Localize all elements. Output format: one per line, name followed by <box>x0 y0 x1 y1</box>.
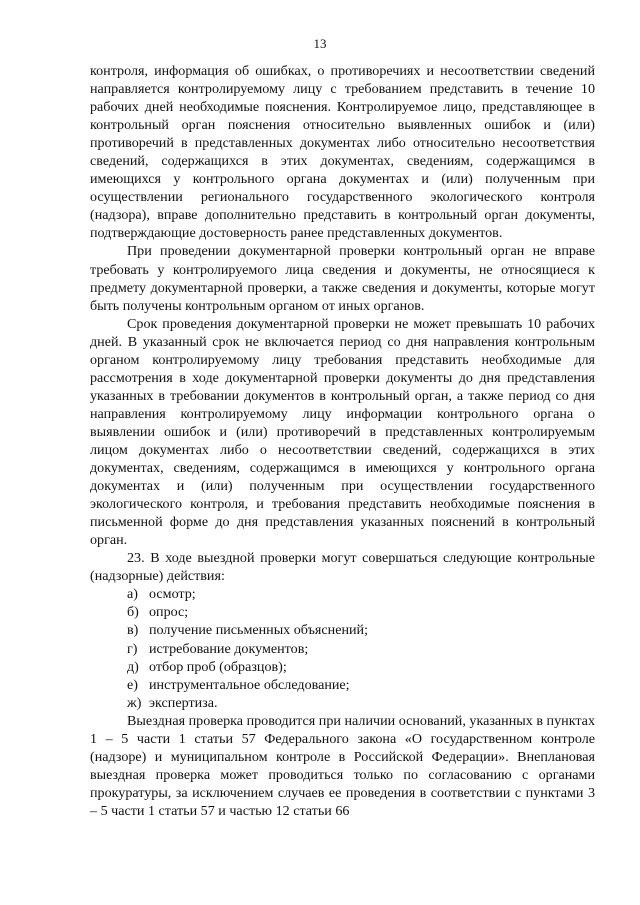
document-body <box>90 62 595 820</box>
list-item-text: опрос; <box>149 604 189 621</box>
paragraph-documentary-check-restrictions: При проведении документарной проверки контрольный орган не вправе требовать у контролируемого лица сведения и документы, не относящиеся к предмету документарной проверки, а также сведения и документы, которые могут быть получены контрольным органом от иных органов. <box>90 243 595 314</box>
list-item <box>90 585 595 603</box>
paragraph-item-23-intro: 23. В ходе выездной проверки могут совершаться следующие контрольные (надзорные) действия: <box>90 550 595 585</box>
list-item-text: инструментальное обследование; <box>149 676 350 693</box>
control-actions-list <box>90 585 595 711</box>
list-item <box>90 603 595 621</box>
list-item <box>90 658 595 676</box>
paragraph-documentary-check-term: Срок проведения документарной проверки не может превышать 10 рабочих дней. В указанный срок не включается период со дня направления контрольным органом контролируемому лицу требования представить необходимые для рассмотрения в ходе документарной проверки документы до дня представления указанных в требовании документов в контрольный орган, а также период со дня направления контролируемому лицу информации контрольного органа о выявлении ошибок и (или) противоречий в представленных контролируемым лицом документах либо о несоответствии сведений, содержащихся в этих документах, сведениям, содержащимся в имеющихся у контрольного органа документах и (или) полученным при осуществлении государственного экологического контроля, и требования представить необходимые пояснения в письменной форме до дня представления указанных пояснений в контрольный орган. <box>90 315 595 549</box>
list-marker: д) <box>127 658 139 675</box>
list-item-text: экспертиза. <box>149 694 218 711</box>
list-marker: в) <box>127 622 139 639</box>
list-item <box>90 676 595 694</box>
list-marker: ж) <box>127 694 142 711</box>
list-item-text: получение письменных объяснений; <box>149 622 368 639</box>
list-item-text: истребование документов; <box>149 640 309 657</box>
paragraph-onsite-check-grounds: Выездная проверка проводится при наличии оснований, указанных в пунктах 1 – 5 части 1 статьи 57 Федерального закона «О государственном контроле (надзоре) и муниципальном контроле в Российской Федерации». Внеплановая выездная проверка может проводиться только по согласованию с органами прокуратуры, за исключением случаев ее проведения в соответствии с пунктами 3 – 5 части 1 статьи 57 и частью 12 статьи 66 <box>90 712 595 819</box>
list-marker: б) <box>127 604 139 621</box>
paragraph-continuation: контроля, информация об ошибках, о противоречиях и несоответствии сведений направляется контролируемому лицу с требованием представить в течение 10 рабочих дней необходимые пояснения. Контролируемое лицо, представляющее в контрольный орган пояснения относительно выявленных ошибок и (или) противоречий в представленных документах либо относительно несоответствия сведений, содержащихся в этих документах, сведениям, содержащимся в имеющихся у контрольного органа документах и (или) полученным при осуществлении регионального государственного экологического контроля (надзора), вправе дополнительно представить в контрольный орган документы, подтверждающие достоверность ранее представленных документов. <box>90 63 595 242</box>
list-marker: а) <box>127 586 138 603</box>
list-item <box>90 621 595 639</box>
list-marker: г) <box>127 640 138 657</box>
list-item-text: отбор проб (образцов); <box>149 658 287 675</box>
list-item-text: осмотр; <box>149 586 196 603</box>
list-item <box>90 694 595 712</box>
list-marker: е) <box>127 676 138 693</box>
page-number: 13 <box>313 36 327 51</box>
list-item <box>90 640 595 658</box>
